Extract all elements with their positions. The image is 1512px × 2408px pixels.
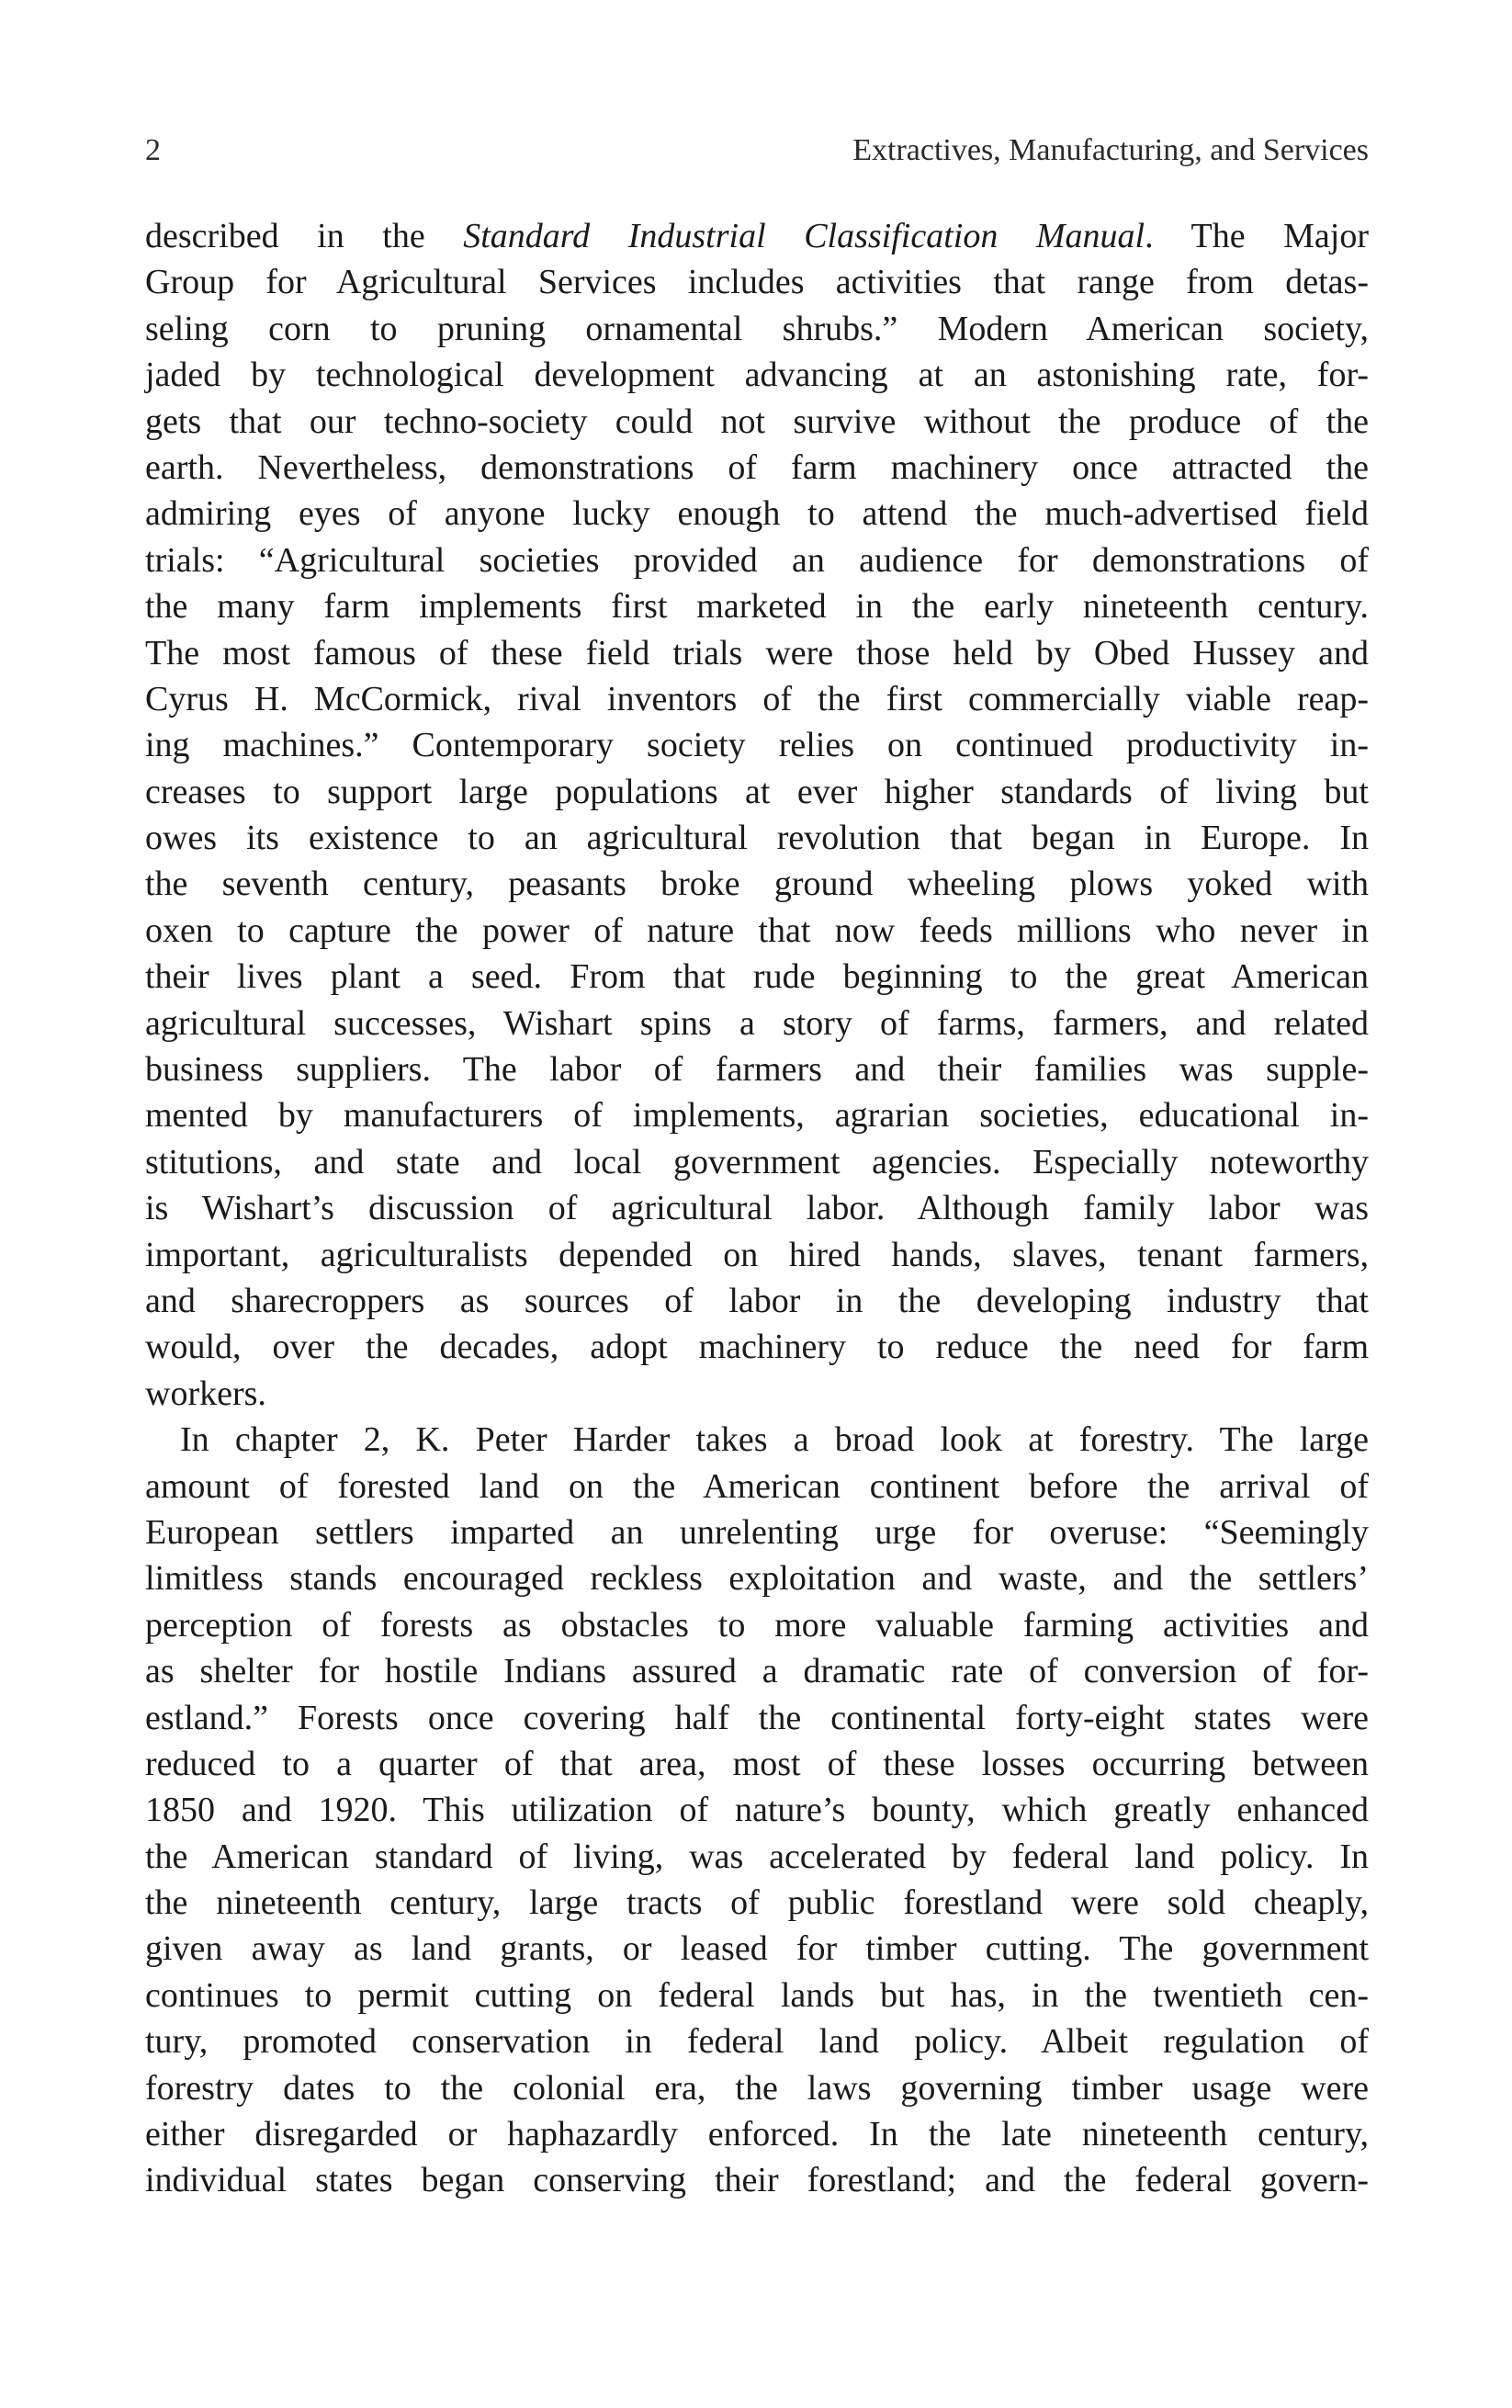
text-line: the seventh century, peasants broke ground wheeling plows yoked with bbox=[145, 865, 1369, 904]
text-line: important, agriculturalists depended on hired hands, slaves, tenant farmers, bbox=[145, 1235, 1369, 1274]
text-line: jaded by technological development advancing at an astonishing rate, for- bbox=[145, 356, 1369, 395]
text-line: creases to support large populations at ever higher standards of living but bbox=[145, 772, 1369, 811]
text-line: amount of forested land on the American continent before the arrival of bbox=[145, 1466, 1369, 1506]
text-line: individual states began conserving their forestland; and the federal govern- bbox=[145, 2161, 1369, 2200]
text-line: continues to permit cutting on federal lands but has, in the twentieth cen- bbox=[145, 1975, 1369, 2015]
text-line: Group for Agricultural Services includes activities that range from detas- bbox=[145, 263, 1369, 302]
text-line: seling corn to pruning ornamental shrubs.” Modern American society, bbox=[145, 309, 1369, 348]
text-line: owes its existence to an agricultural revolution that began in Europe. In bbox=[145, 819, 1369, 858]
text-line: earth. Nevertheless, demonstrations of farm machinery once attracted the bbox=[145, 447, 1369, 487]
text-line: is Wishart’s discussion of agricultural labor. Although family labor was bbox=[145, 1189, 1369, 1228]
text-line: oxen to capture the power of nature that now feeds millions who never in bbox=[145, 910, 1369, 950]
paragraph-forestry bbox=[145, 1417, 1369, 2204]
text-line: agricultural successes, Wishart spins a story of farms, farmers, and related bbox=[145, 1003, 1369, 1043]
text-line: ing machines.” Contemporary society relies on continued productivity in- bbox=[145, 726, 1369, 765]
text-line: their lives plant a seed. From that rude beginning to the great American bbox=[145, 957, 1369, 997]
text-line: trials: “Agricultural societies provided an audience for demonstrations of bbox=[145, 540, 1369, 580]
text-line: limitless stands encouraged reckless exploitation and waste, and the settlers’ bbox=[145, 1559, 1369, 1599]
text-line: the many farm implements first marketed in the early nineteenth century. bbox=[145, 587, 1369, 627]
text-line: forestry dates to the colonial era, the laws governing timber usage were bbox=[145, 2068, 1369, 2108]
paragraph-agriculture bbox=[145, 213, 1369, 1417]
text-line: the American standard of living, was accelerated by federal land policy. In bbox=[145, 1837, 1369, 1876]
text-line: given away as land grants, or leased for timber cutting. The government bbox=[145, 1929, 1369, 1969]
text-line: gets that our techno-society could not survive without the produce of the bbox=[145, 401, 1369, 441]
text-line: Cyrus H. McCormick, rival inventors of the first commercially viable reap- bbox=[145, 679, 1369, 718]
text-line: admiring eyes of anyone lucky enough to attend the much-advertised field bbox=[145, 494, 1369, 534]
text-run: . The Major bbox=[1145, 217, 1369, 255]
text-line: estland.” Forests once covering half the continental forty-eight states were bbox=[145, 1698, 1369, 1737]
running-header bbox=[145, 130, 1369, 171]
text-line: and sharecroppers as sources of labor in the developing industry that bbox=[145, 1281, 1369, 1320]
text-line: tury, promoted conservation in federal land policy. Albeit regulation of bbox=[145, 2022, 1369, 2062]
body-text bbox=[145, 213, 1369, 2204]
text-line: European settlers imparted an unrelenting urge for overuse: “Seemingly bbox=[145, 1512, 1369, 1552]
text-line: perception of forests as obstacles to more valuable farming activities and bbox=[145, 1605, 1369, 1645]
text-line bbox=[145, 213, 1369, 259]
text-line: stitutions, and state and local government agencies. Especially noteworthy bbox=[145, 1142, 1369, 1181]
running-header-title: Extractives, Manufacturing, and Services bbox=[852, 133, 1369, 167]
text-line: reduced to a quarter of that area, most of these losses occurring between bbox=[145, 1744, 1369, 1783]
text-line: 1850 and 1920. This utilization of nature’s bounty, which greatly enhanced bbox=[145, 1791, 1369, 1830]
book-title-italic: Standard Industrial Classification Manual bbox=[463, 217, 1145, 255]
text-line: In chapter 2, K. Peter Harder takes a broad look at forestry. The large bbox=[180, 1420, 1369, 1460]
text-line: would, over the decades, adopt machinery to reduce the need for farm bbox=[145, 1328, 1369, 1367]
text-line: the nineteenth century, large tracts of public forestland were sold cheaply, bbox=[145, 1883, 1369, 1923]
page-number: 2 bbox=[145, 133, 161, 167]
text-line: as shelter for hostile Indians assured a dramatic rate of conversion of for- bbox=[145, 1652, 1369, 1691]
text-line: The most famous of these field trials were those held by Obed Hussey and bbox=[145, 633, 1369, 673]
text-run: described in the bbox=[145, 217, 464, 255]
text-line: either disregarded or haphazardly enforced. In the late nineteenth century, bbox=[145, 2115, 1369, 2154]
text-line: business suppliers. The labor of farmers and their families was supple- bbox=[145, 1050, 1369, 1090]
text-line: workers. bbox=[145, 1374, 266, 1413]
text-line: mented by manufacturers of implements, agrarian societies, educational in- bbox=[145, 1096, 1369, 1136]
